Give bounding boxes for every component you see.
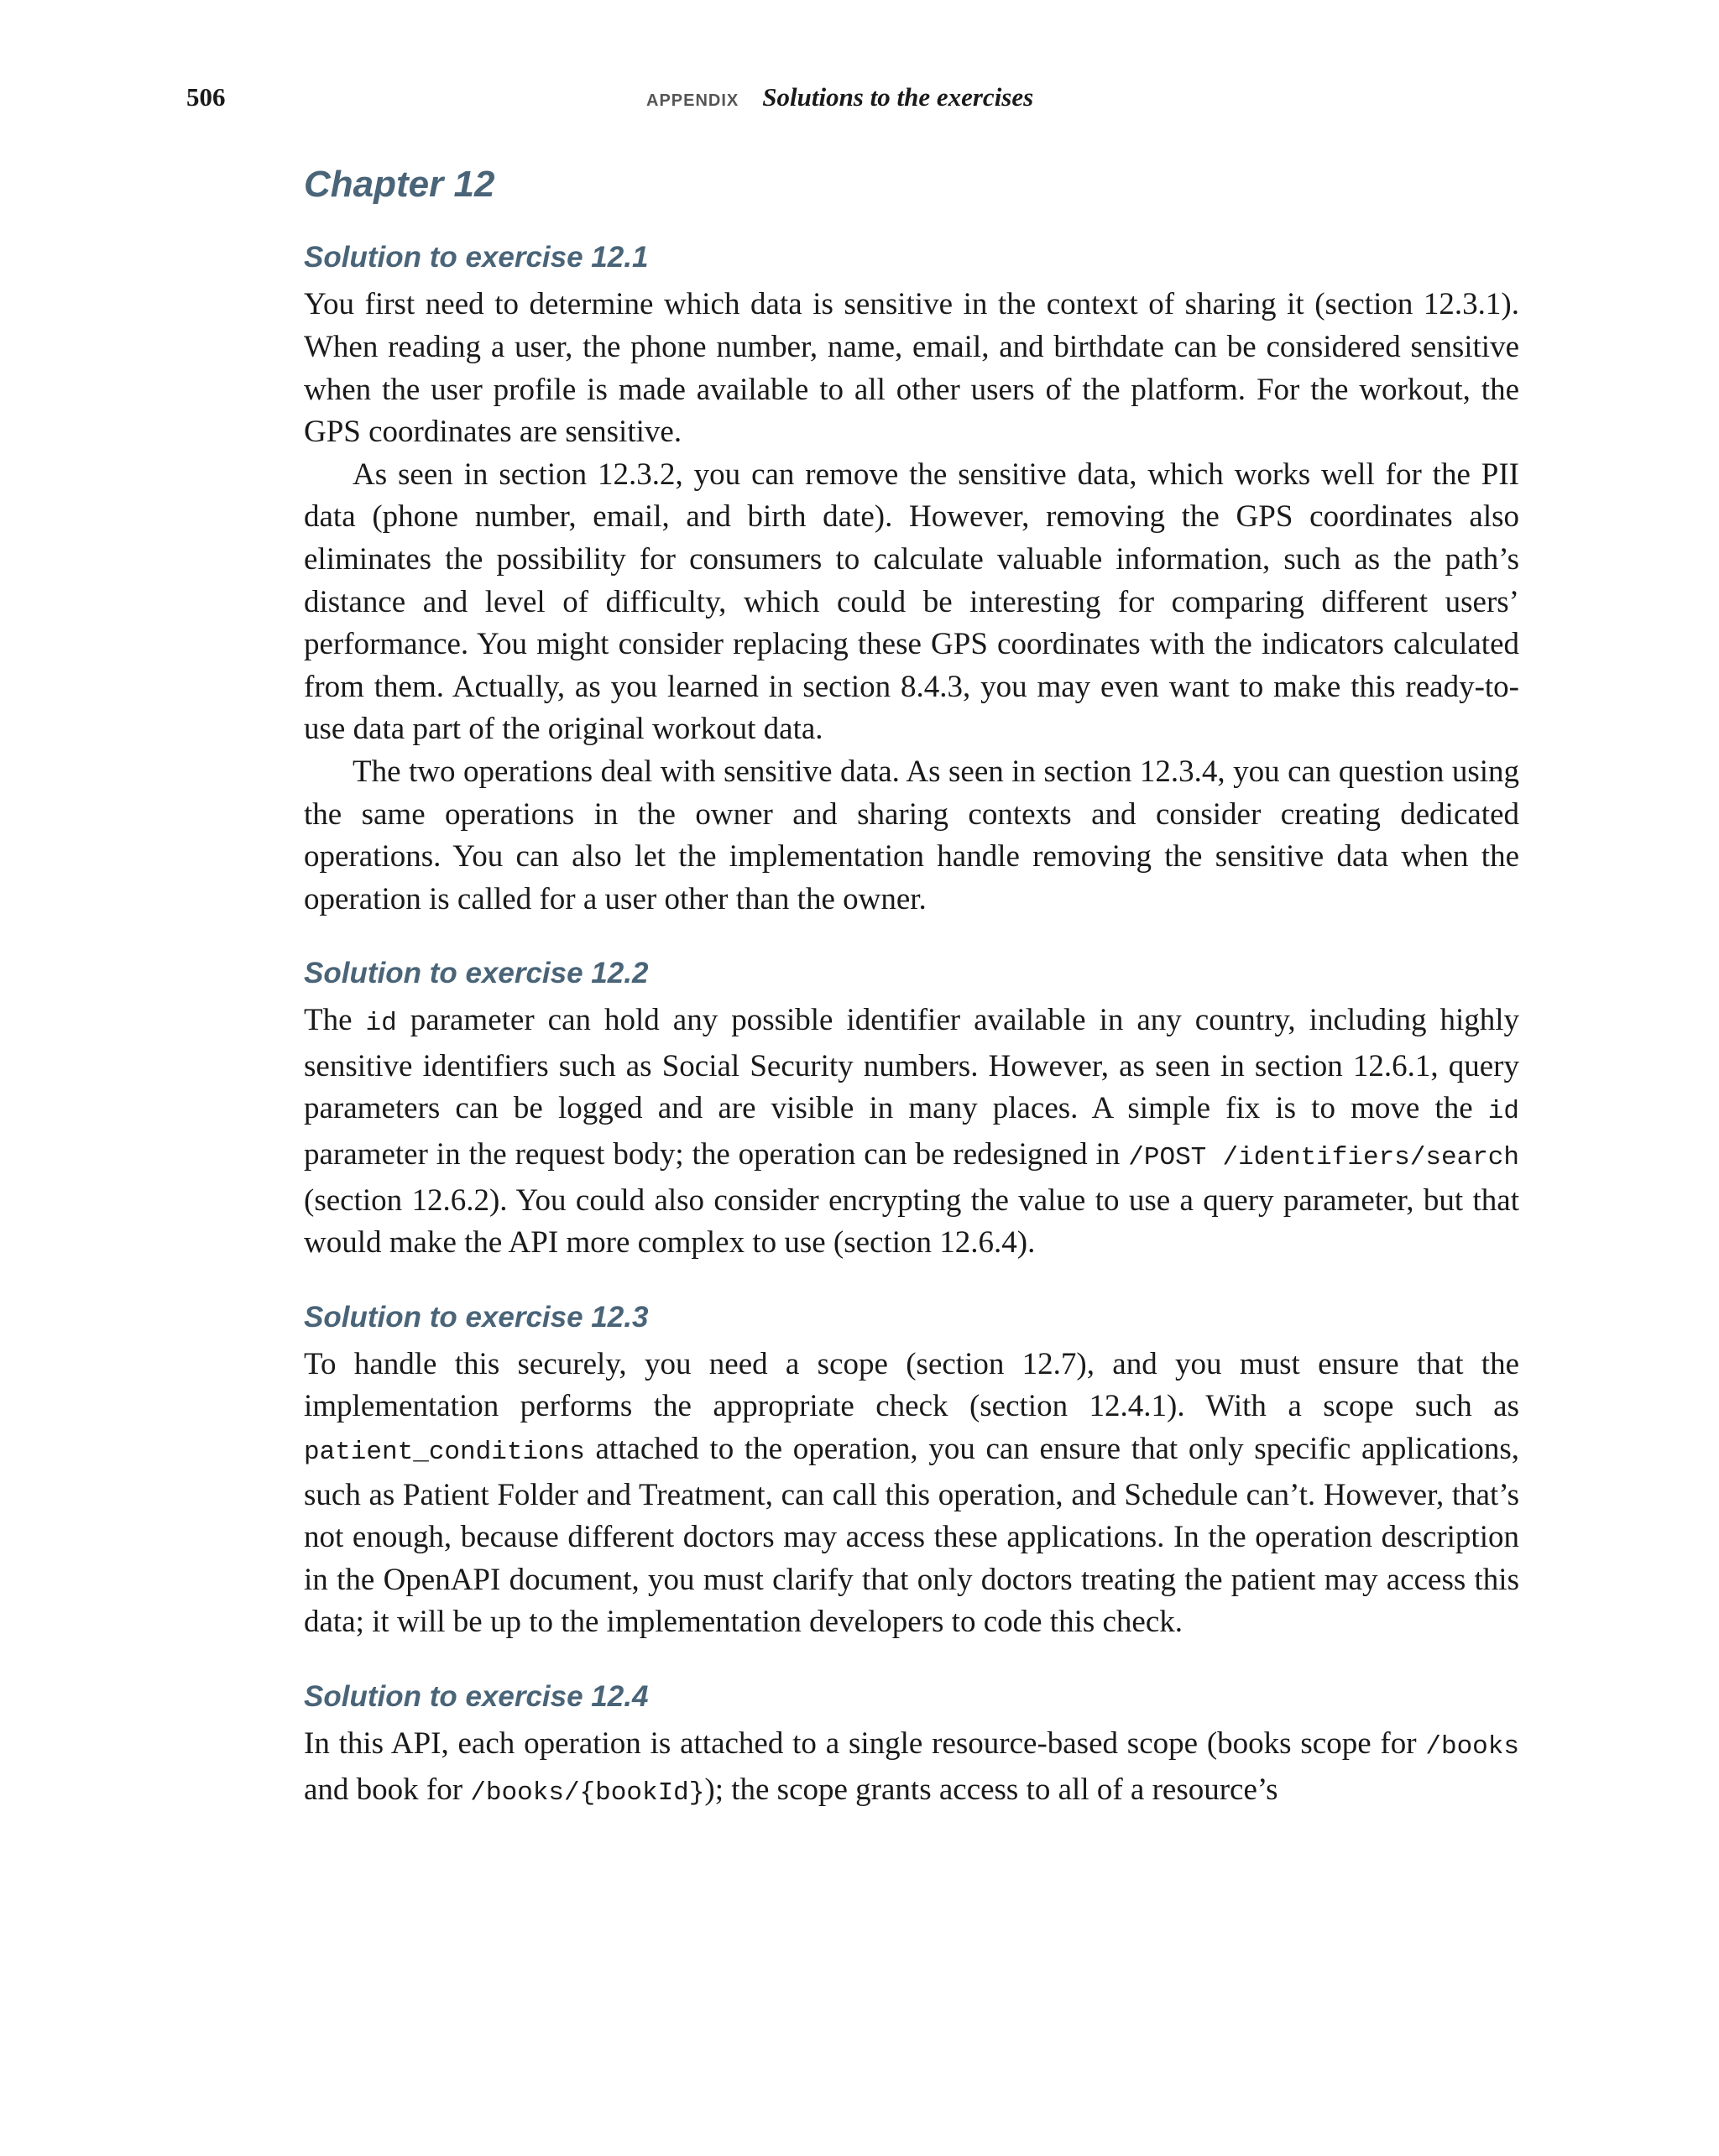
page-number: 506	[186, 82, 226, 112]
section-title: Solution to exercise 12.4	[304, 1680, 649, 1714]
section-2	[304, 956, 1519, 1265]
appendix-title: Solutions to the exercises	[762, 82, 1034, 112]
inline-code: id	[1487, 1097, 1519, 1127]
section-4	[304, 1679, 1519, 1814]
sections-container	[304, 240, 1519, 1814]
page-content	[304, 164, 1519, 1850]
inline-code: patient_conditions	[304, 1438, 585, 1468]
paragraph: To handle this securely, you need a scope (section 12.7), and you must ensure that the implementation performs the appropriate check (section 12.4.1). With a scope such as patient_conditions attached to the operation, you can ensure that only specific applications, such as Patient Folder and Treatment, can call this operation, and Schedule can’t. However, that’s not enough, because different doctors may access these applications. In the operation description in the OpenAPI document, you must clarify that only doctors treating the patient may access this data; it will be up to the implementation developers to code this check.	[304, 1346, 1519, 1640]
paragraph: The id parameter can hold any possible identifier available in any country, including highly sensitive identifiers such as Social Security numbers. However, as seen in section 12.6.1, query parameters can be logged and are visible in many places. A simple fix is to move the id parameter in the request body; the operation can be redesigned in /POST /identifiers/search (section 12.6.2). You could also consider encrypting the value to use a query parameter, but that would make the API more complex to use (section 12.6.4).	[304, 1003, 1520, 1261]
appendix-label: APPENDIX	[646, 91, 739, 110]
section-title: Solution to exercise 12.2	[304, 957, 649, 990]
paragraph: You first need to determine which data is sensitive in the context of sharing it (section 12.3.1). When reading a user, the phone number, name, email, and birthdate can be considered sensitive when the user profile is made available to all other users of the platform. For the workout, the GPS coordinates are sensitive.	[304, 287, 1519, 450]
section-title: Solution to exercise 12.1	[304, 241, 649, 274]
chapter-title: Chapter 12	[304, 164, 495, 205]
paragraph: As seen in section 12.3.2, you can remove the sensitive data, which works well for the PII data (phone number, email, and birth date). However, removing the GPS coordinates also eliminates the possibility for consumers to calculate valuable information, such as the path’s distance and level of difficulty, which could be interesting for comparing different users’ performance. You might consider replacing these GPS coordinates with the indicators calculated from them. Actually, as you learned in section 8.4.3, you may even want to make this ready-to-use data part of the original workout data.	[304, 457, 1519, 747]
section-3	[304, 1300, 1519, 1644]
inline-code: id	[365, 1009, 397, 1039]
running-head	[186, 82, 1529, 119]
section-title: Solution to exercise 12.3	[304, 1300, 649, 1334]
running-head-title	[646, 82, 1033, 112]
paragraph: In this API, each operation is attached to a single resource-based scope (books scope for /books and book for /books/{bookId}); the scope grants access to all of a resource’s	[304, 1726, 1519, 1808]
inline-code: /books/{bookId}	[470, 1778, 705, 1808]
section-1	[304, 240, 1519, 921]
inline-code: /books	[1425, 1732, 1519, 1762]
inline-code: /POST /identifiers/search	[1128, 1143, 1520, 1173]
paragraph: The two operations deal with sensitive data. As seen in section 12.3.4, you can question using the same operations in the owner and sharing contexts and consider creating dedicated operations. You can also let the implementation handle removing the sensitive data when the operation is called for a user other than the owner.	[304, 754, 1519, 916]
